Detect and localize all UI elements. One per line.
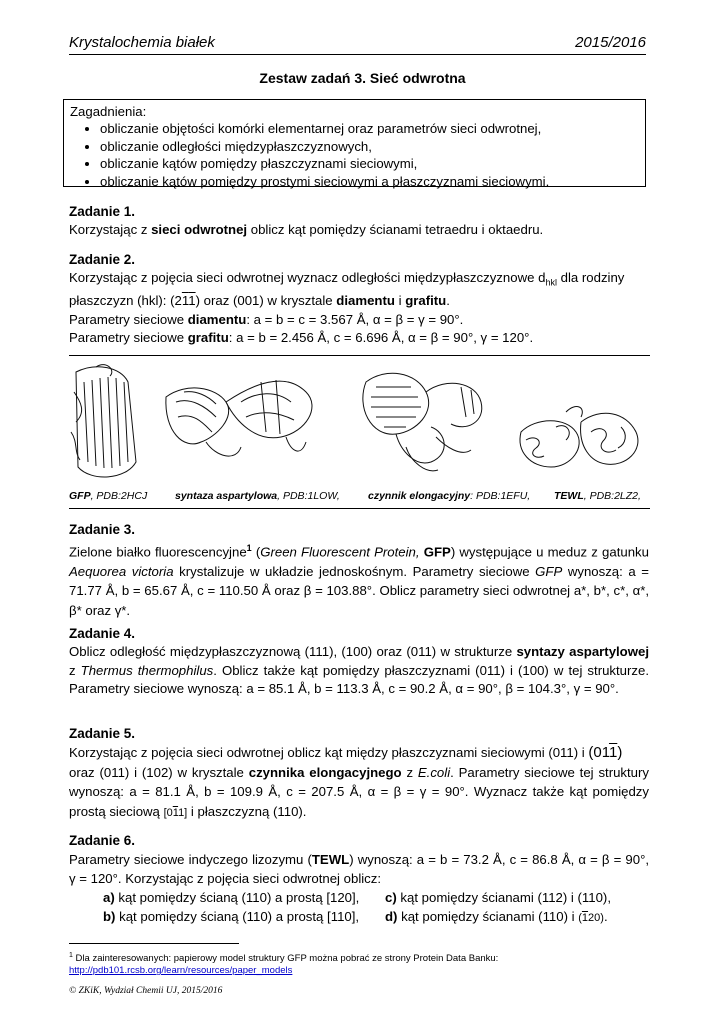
- text-run: .: [603, 909, 608, 924]
- text-run: E.coli: [417, 764, 451, 780]
- text-run: Korzystając z: [69, 222, 152, 237]
- text-run: .: [446, 293, 450, 309]
- caption-aspartyl-synthase: [175, 490, 340, 502]
- text-run: (2: [170, 293, 182, 309]
- task-4-text: [69, 643, 649, 699]
- text-run: oraz (001) w krysztale: [199, 293, 337, 309]
- task-3: [69, 521, 649, 620]
- topic-item: • obliczanie objętości komórki elementarnej oraz parametrów sieci odwrotnej,: [100, 120, 639, 138]
- topics-box: [63, 99, 646, 187]
- subtask-label: b): [103, 909, 116, 924]
- caption-tewl: [554, 490, 641, 502]
- text-run: wynoszą: a = 71.77 Å, b = 65.67 Å, c = 110.50 Å oraz β = 103.88°. Oblicz parametry sieci odwrotnej a*, b*, c*, α*, β* oraz γ*.: [69, 563, 650, 618]
- task-2-text: [69, 269, 649, 348]
- subtask-column: [103, 888, 367, 928]
- topics-label: Zagadnienia:: [70, 104, 147, 119]
- miller-index: [170, 293, 200, 308]
- page-title: Zestaw zadań 3. Sieć odwrotna: [259, 70, 466, 86]
- task-2-title: Zadanie 2.: [69, 252, 136, 267]
- subtask-d: [385, 907, 649, 928]
- text-run: syntazy aspartylowej: [516, 644, 649, 659]
- text-run: Aequorea victoria: [69, 563, 174, 579]
- divider: [69, 355, 650, 356]
- text-run: czynnika elongacyjnego: [248, 764, 402, 780]
- text-run: oblicz kąt pomiędzy ścianami tetraedru i oktaedru.: [247, 222, 544, 237]
- subtask-label: c): [385, 890, 397, 905]
- caption-name: czynnik elongacyjny: [368, 490, 471, 502]
- text-run: 20): [588, 912, 604, 924]
- protein-structures-figure: [66, 362, 650, 484]
- task-3-title: Zadanie 3.: [69, 522, 136, 537]
- text-run: kąt pomiędzy ścianami (112) i (110),: [396, 890, 611, 905]
- text-run: Parametry sieciowe indyczego lizozymu (: [69, 852, 312, 867]
- caption-gfp: [69, 490, 147, 502]
- miller-index: [588, 744, 622, 761]
- text-run: ): [195, 293, 200, 309]
- subtask-label: a): [103, 890, 115, 905]
- text-run: TEWL: [311, 852, 350, 867]
- task-5: [69, 725, 649, 823]
- task-3-text: [69, 539, 649, 620]
- page-footer: © ZKiK, Wydział Chemii UJ, 2015/2016: [69, 986, 223, 996]
- text-run: krystalizuje w układzie jednoskośnym. Parametry sieciowe: [173, 563, 536, 579]
- text-run: GFP: [423, 544, 451, 560]
- overbar-digit: 1: [581, 912, 589, 924]
- caption-pdb: , PDB:1LOW,: [277, 490, 340, 502]
- task-4: [69, 625, 649, 699]
- lattice-direction: [164, 807, 188, 819]
- text-run: diamentu: [187, 311, 247, 327]
- overbar-digit: 1: [172, 806, 179, 819]
- subtask-b: [103, 907, 367, 926]
- subtask-column: [367, 888, 649, 928]
- topic-item: • obliczanie kątów pomiędzy płaszczyznami sieciowymi,: [100, 155, 639, 173]
- text-run: dla rodziny: [556, 270, 625, 285]
- text-run: 1]: [178, 806, 188, 819]
- text-run: GFP: [535, 563, 563, 579]
- text-run: płaszczyzn (hkl):: [69, 293, 171, 309]
- task-6-subtasks: [69, 888, 649, 928]
- task-1: [69, 203, 649, 240]
- overbar-digit: 1: [181, 293, 189, 309]
- caption-pdb: , PDB:2HCJ: [90, 490, 148, 502]
- gfp-structure-image: [71, 365, 136, 477]
- text-run: Korzystając z pojęcia sieci odwrotnej oblicz kąt między płaszczyznami sieciowymi (011) i: [69, 745, 589, 760]
- task-6-text: [69, 850, 649, 888]
- task-5-text: [69, 743, 649, 823]
- text-run: . Oblicz także kąt pomiędzy płaszczyznami (011) i (100) w tej strukturze. Parametry sieciowe wynoszą: a = 85.1 Å, b = 113.3 Å, c = 90.2 Å, α = 90°, β = 104.3°, γ = 90°.: [69, 662, 649, 696]
- subtask-label: d): [385, 909, 398, 924]
- overbar-digit: 1: [608, 744, 618, 761]
- text-run: grafitu: [187, 330, 229, 346]
- task-5-title: Zadanie 5.: [69, 726, 136, 741]
- footnote-separator: [69, 943, 239, 944]
- text-run: z: [69, 662, 81, 678]
- miller-index: [578, 912, 604, 924]
- text-run: kąt pomiędzy ścianą (110) a prostą [120],: [114, 890, 360, 905]
- text-run: [0: [163, 806, 173, 819]
- text-run: kąt pomiędzy ścianami (110) i: [397, 909, 579, 924]
- tewl-structure-image: [520, 407, 638, 467]
- text-run: grafitu: [405, 293, 447, 309]
- subtask-a: [103, 888, 367, 907]
- caption-elongation-factor: [368, 490, 530, 502]
- text-run: Parametry sieciowe: [69, 330, 188, 346]
- caption-pdb: : PDB:1EFU,: [470, 490, 531, 502]
- page-header: [69, 34, 646, 55]
- text-run: i płaszczyzną (110).: [187, 803, 307, 819]
- text-run: Thermus thermophilus: [80, 662, 214, 678]
- text-run: i: [394, 293, 406, 309]
- footnote-number: 1: [69, 952, 73, 959]
- text-run: kąt pomiędzy ścianą (110) a prostą [110],: [115, 909, 360, 924]
- text-run: ): [617, 744, 623, 761]
- text-run: Green Fluorescent Protein,: [260, 544, 424, 560]
- text-run: sieci odwrotnej: [151, 222, 248, 237]
- footnote-text: Dla zainteresowanych: papierowy model struktury GFP można pobrać ze strony Protein Data Banku:: [72, 953, 499, 965]
- text-run: diamentu: [336, 293, 395, 309]
- academic-year: 2015/2016: [575, 34, 646, 51]
- topics-list: [70, 120, 639, 190]
- task-1-title: Zadanie 1.: [69, 204, 136, 219]
- subscript: hkl: [545, 277, 557, 288]
- text-run: (: [251, 544, 261, 560]
- task-4-title: Zadanie 4.: [69, 626, 136, 641]
- text-run: : a = b = c = 3.567 Å, α = β = γ = 90°.: [246, 311, 464, 327]
- course-title: Krystalochemia białek: [69, 34, 215, 51]
- footnote: [69, 950, 498, 977]
- paper-models-link[interactable]: http://pdb101.rcsb.org/learn/resources/paper_models: [69, 965, 293, 977]
- text-run: Parametry sieciowe: [69, 311, 188, 327]
- text-run: ) wynoszą: a = b = 73.2 Å, c = 86.8 Å, α = β = 90°, γ = 120°. Korzystając z pojęcia sieci odwrotnej oblicz:: [69, 852, 650, 886]
- footnote-ref: 1: [246, 543, 252, 553]
- task-6: [69, 832, 649, 928]
- text-run: (: [578, 912, 582, 924]
- text-run: ) występujące u meduz z gatunku: [450, 544, 649, 560]
- text-run: (01: [588, 744, 609, 761]
- caption-name: TEWL: [554, 490, 584, 502]
- caption-name: syntaza aspartylowa: [175, 490, 278, 502]
- overbar-digit: 1: [188, 293, 196, 309]
- subtask-c: [385, 888, 649, 907]
- text-run: . Parametry sieciowe tej struktury wynoszą: a = 81.1 Å, b = 109.9 Å, c = 207.5 Å, α = β = γ = 90°. Wyznacz także kąt pomiędzy prostą sieciową: [69, 764, 650, 819]
- task-1-text: [69, 221, 649, 240]
- text-run: oraz (011) i (102) w krysztale: [69, 764, 249, 780]
- caption-pdb: , PDB:2LZ2,: [583, 490, 641, 502]
- aspartyl-synthase-structure-image: [166, 380, 312, 456]
- caption-name: GFP: [69, 490, 91, 502]
- elongation-factor-structure-image: [363, 373, 482, 470]
- task-6-title: Zadanie 6.: [69, 833, 136, 848]
- text-run: Zielone białko fluorescencyjne: [69, 544, 247, 560]
- task-2: [69, 251, 649, 348]
- text-run: Korzystając z pojęcia sieci odwrotnej wyznacz odległości międzypłaszczyznowe d: [69, 270, 546, 285]
- divider: [69, 508, 650, 509]
- topic-item: • obliczanie kątów pomiędzy prostymi sieciowymi a płaszczyznami sieciowymi.: [100, 173, 639, 191]
- topic-item: • obliczanie odległości międzypłaszczyznowych,: [100, 138, 639, 156]
- text-run: z: [401, 764, 418, 780]
- text-run: Oblicz odległość międzypłaszczyznową (111), (100) oraz (011) w strukturze: [69, 644, 517, 659]
- text-run: : a = b = 2.456 Å, c = 6.696 Å, α = β = 90°, γ = 120°.: [228, 330, 534, 346]
